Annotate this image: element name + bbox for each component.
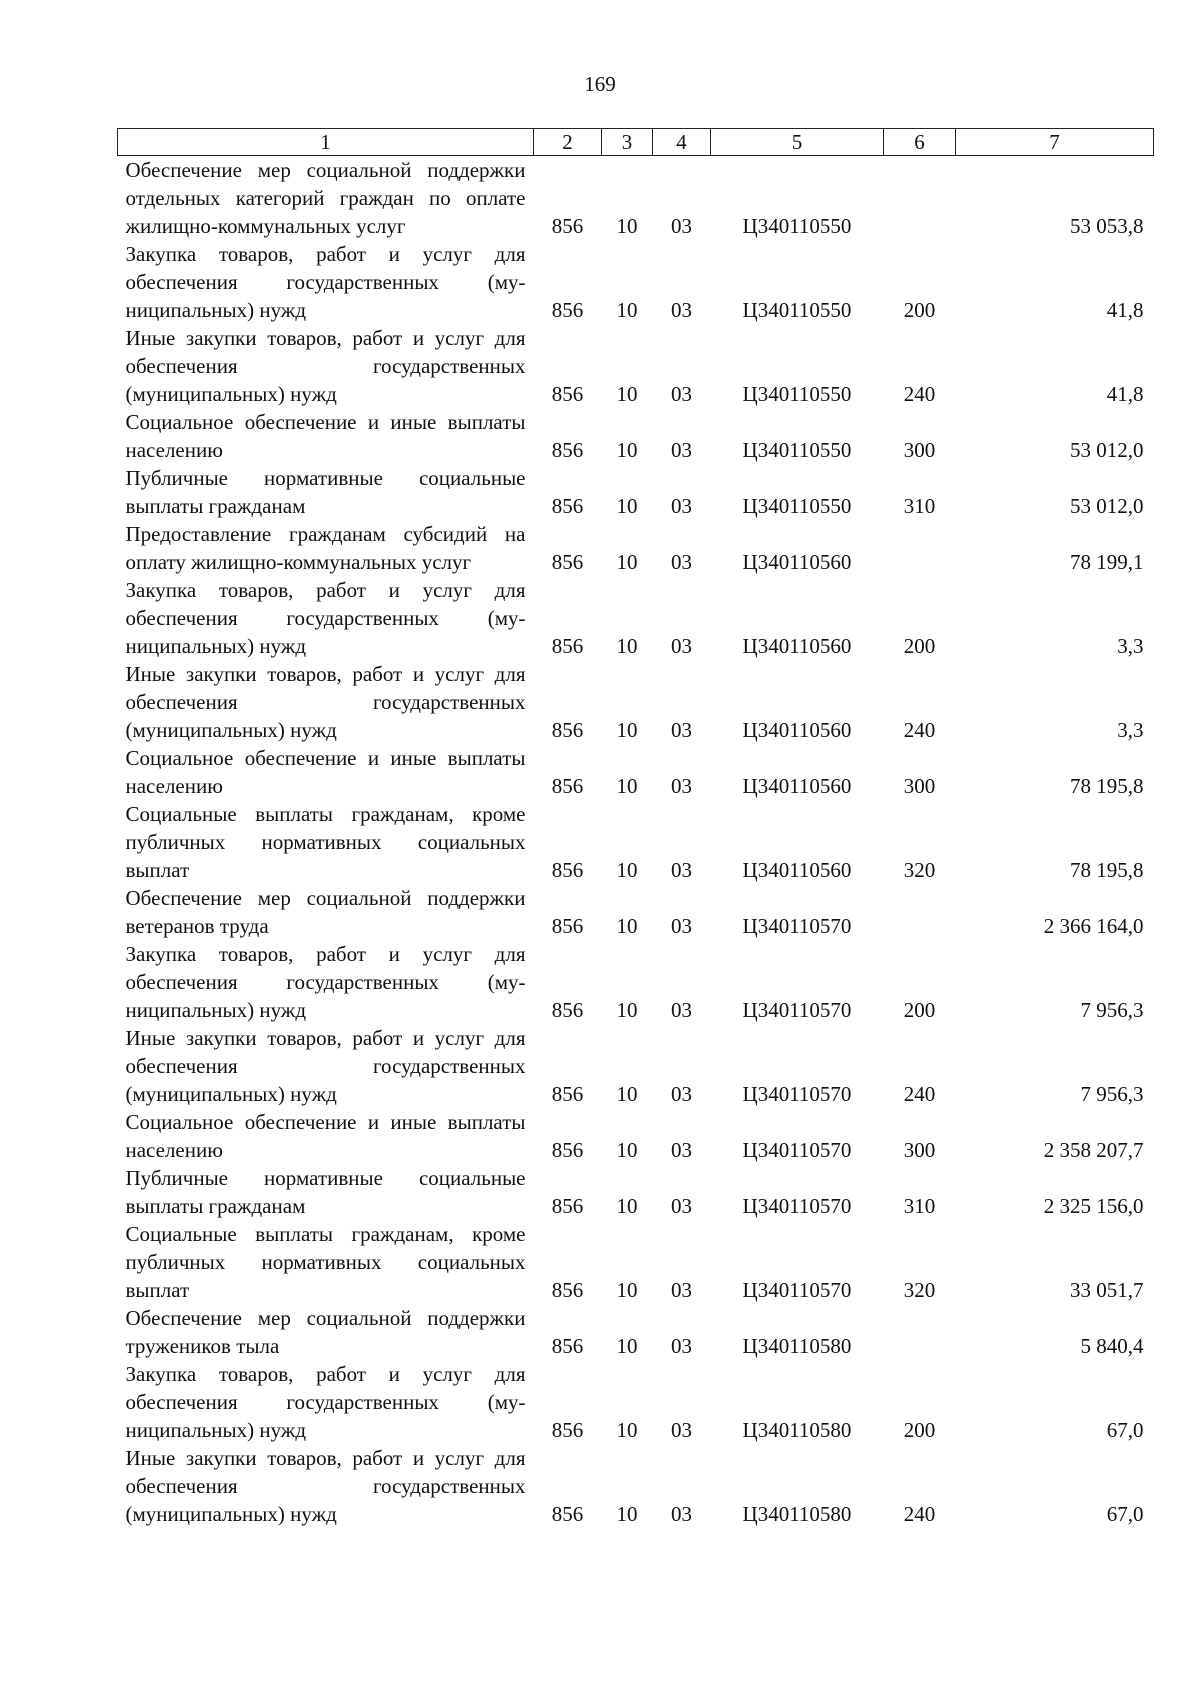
table-row [118,324,1154,408]
amount-value: 41,8 [1106,298,1144,322]
expense-type-code: 200 [903,298,936,322]
expenditure-name: Иные закупки товаров, работ и услуг для обеспечения государственных (муниципальных) нужд [125,326,526,406]
table-row [118,800,1154,884]
section-code: 10 [616,1334,638,1358]
ministry-code: 856 [551,1334,584,1358]
subsection-code: 03 [671,718,692,742]
expenditure-name: Обеспечение мер социальной поддержки ветеранов труда [125,886,526,938]
subsection-code: 03 [671,1194,692,1218]
section-code: 10 [616,1418,638,1442]
expenditure-name: Предоставление гражданам субсидий на оплату жилищно-коммунальных услуг [125,522,526,574]
table-row [118,1220,1154,1304]
amount-value: 41,8 [1106,382,1144,406]
target-article-code: Ц340110550 [742,382,852,406]
amount-value: 7 956,3 [1080,998,1144,1022]
table-row [118,884,1154,940]
table-row [118,576,1154,660]
ministry-code: 856 [551,1194,584,1218]
expenditure-name: Иные закупки товаров, работ и услуг для обеспечения государственных (муниципальных) нужд [125,1026,526,1106]
subsection-code: 03 [671,998,692,1022]
target-article-code: Ц340110570 [742,1278,852,1302]
target-article-code: Ц340110550 [742,494,852,518]
section-code: 10 [616,1194,638,1218]
subsection-code: 03 [671,494,692,518]
section-code: 10 [616,634,638,658]
section-code: 10 [616,382,638,406]
amount-value: 3,3 [1117,718,1144,742]
section-code: 10 [616,718,638,742]
expense-type-code: 240 [903,382,936,406]
target-article-code: Ц340110560 [742,718,852,742]
subsection-code: 03 [671,858,692,882]
table-row [118,744,1154,800]
expense-type-code: 310 [903,1194,936,1218]
ministry-code: 856 [551,998,584,1022]
column-header: 1 [118,129,534,156]
subsection-code: 03 [671,914,692,938]
budget-table [117,128,1154,1528]
expenditure-name: Закупка товаров, работ и услуг для обеспечения государственных (муниципальных) нужд [125,942,526,1022]
target-article-code: Ц340110560 [742,550,852,574]
subsection-code: 03 [671,382,692,406]
ministry-code: 856 [551,914,584,938]
expense-type-code: 320 [903,1278,936,1302]
expense-type-code [884,884,956,940]
expenditure-name: Закупка товаров, работ и услуг для обеспечения государственных (муниципальных) нужд [125,578,526,658]
section-code: 10 [616,1502,638,1526]
target-article-code: Ц340110560 [742,774,852,798]
target-article-code: Ц340110580 [742,1334,852,1358]
ministry-code: 856 [551,858,584,882]
expense-type-code: 240 [903,718,936,742]
target-article-code: Ц340110570 [742,1138,852,1162]
column-header: 2 [534,129,602,156]
target-article-code: Ц340110580 [742,1418,852,1442]
section-code: 10 [616,1082,638,1106]
subsection-code: 03 [671,1278,692,1302]
expense-type-code: 320 [903,858,936,882]
ministry-code: 856 [551,494,584,518]
section-code: 10 [616,494,638,518]
table-header-row [118,129,1154,156]
target-article-code: Ц340110560 [742,858,852,882]
table-row [118,464,1154,520]
ministry-code: 856 [551,214,584,238]
subsection-code: 03 [671,1138,692,1162]
target-article-code: Ц340110570 [742,1194,852,1218]
section-code: 10 [616,774,638,798]
subsection-code: 03 [671,438,692,462]
ministry-code: 856 [551,634,584,658]
subsection-code: 03 [671,774,692,798]
amount-value: 2 366 164,0 [1043,914,1144,938]
amount-value: 2 358 207,7 [1043,1138,1144,1162]
amount-value: 3,3 [1117,634,1144,658]
target-article-code: Ц340110550 [742,298,852,322]
expenditure-name: Обеспечение мер социальной поддержки отдельных категорий граждан по оплате жилищно-коммунальных услуг [125,158,526,238]
subsection-code: 03 [671,214,692,238]
amount-value: 78 199,1 [1070,550,1144,574]
expense-type-code: 300 [903,774,936,798]
amount-value: 2 325 156,0 [1043,1194,1144,1218]
section-code: 10 [616,214,638,238]
subsection-code: 03 [671,634,692,658]
expense-type-code: 200 [903,998,936,1022]
expenditure-name: Обеспечение мер социальной поддержки тружеников тыла [125,1306,526,1358]
subsection-code: 03 [671,1334,692,1358]
expense-type-code: 300 [903,1138,936,1162]
amount-value: 33 051,7 [1070,1278,1144,1302]
expense-type-code: 310 [903,494,936,518]
amount-value: 53 012,0 [1070,494,1144,518]
amount-value: 67,0 [1106,1418,1144,1442]
expenditure-name: Социальное обеспечение и иные выплаты населению [125,1110,526,1162]
expenditure-name: Социальные выплаты гражданам, кроме публичных нормативных социальных выплат [125,802,526,882]
column-header: 4 [653,129,711,156]
expenditure-name: Публичные нормативные социальные выплаты гражданам [125,466,526,518]
ministry-code: 856 [551,1418,584,1442]
column-header: 6 [884,129,956,156]
section-code: 10 [616,550,638,574]
column-header: 3 [602,129,653,156]
target-article-code: Ц340110550 [742,438,852,462]
table-row [118,520,1154,576]
subsection-code: 03 [671,298,692,322]
table-row [118,1024,1154,1108]
amount-value: 67,0 [1106,1502,1144,1526]
expense-type-code [884,1304,956,1360]
section-code: 10 [616,1278,638,1302]
table-row [118,1360,1154,1444]
expense-type-code: 240 [903,1082,936,1106]
ministry-code: 856 [551,718,584,742]
amount-value: 53 053,8 [1070,214,1144,238]
expenditure-name: Социальное обеспечение и иные выплаты населению [125,410,526,462]
table-body [118,156,1154,1529]
ministry-code: 856 [551,1138,584,1162]
section-code: 10 [616,298,638,322]
table-row [118,1304,1154,1360]
subsection-code: 03 [671,1418,692,1442]
table-row [118,660,1154,744]
table-row [118,940,1154,1024]
expense-type-code [884,156,956,241]
expenditure-name: Закупка товаров, работ и услуг для обеспечения государственных (муниципальных) нужд [125,1362,526,1442]
amount-value: 7 956,3 [1080,1082,1144,1106]
table-row [118,1164,1154,1220]
expense-type-code [884,520,956,576]
section-code: 10 [616,998,638,1022]
section-code: 10 [616,1138,638,1162]
section-code: 10 [616,438,638,462]
subsection-code: 03 [671,1502,692,1526]
target-article-code: Ц340110570 [742,998,852,1022]
amount-value: 78 195,8 [1070,858,1144,882]
table-row [118,1444,1154,1528]
target-article-code: Ц340110550 [742,214,852,238]
table-row [118,240,1154,324]
ministry-code: 856 [551,382,584,406]
expenditure-name: Публичные нормативные социальные выплаты гражданам [125,1166,526,1218]
table-row [118,156,1154,241]
expenditure-name: Социальные выплаты гражданам, кроме публичных нормативных социальных выплат [125,1222,526,1302]
section-code: 10 [616,914,638,938]
ministry-code: 856 [551,1278,584,1302]
subsection-code: 03 [671,550,692,574]
column-header: 7 [956,129,1154,156]
expense-type-code: 240 [903,1502,936,1526]
subsection-code: 03 [671,1082,692,1106]
expense-type-code: 200 [903,1418,936,1442]
section-code: 10 [616,858,638,882]
table-row [118,408,1154,464]
ministry-code: 856 [551,1082,584,1106]
expenditure-name: Иные закупки товаров, работ и услуг для обеспечения государственных (муниципальных) нужд [125,662,526,742]
target-article-code: Ц340110570 [742,914,852,938]
expenditure-name: Иные закупки товаров, работ и услуг для обеспечения государственных (муниципальных) нужд [125,1446,526,1526]
table-row [118,1108,1154,1164]
expense-type-code: 300 [903,438,936,462]
ministry-code: 856 [551,298,584,322]
expenditure-name: Закупка товаров, работ и услуг для обеспечения государственных (муниципальных) нужд [125,242,526,322]
target-article-code: Ц340110570 [742,1082,852,1106]
amount-value: 53 012,0 [1070,438,1144,462]
expense-type-code: 200 [903,634,936,658]
amount-value: 5 840,4 [1080,1334,1144,1358]
target-article-code: Ц340110560 [742,634,852,658]
page-number: 169 [584,72,616,96]
ministry-code: 856 [551,774,584,798]
ministry-code: 856 [551,438,584,462]
amount-value: 78 195,8 [1070,774,1144,798]
target-article-code: Ц340110580 [742,1502,852,1526]
ministry-code: 856 [551,1502,584,1526]
column-header: 5 [711,129,884,156]
ministry-code: 856 [551,550,584,574]
expenditure-name: Социальное обеспечение и иные выплаты населению [125,746,526,798]
